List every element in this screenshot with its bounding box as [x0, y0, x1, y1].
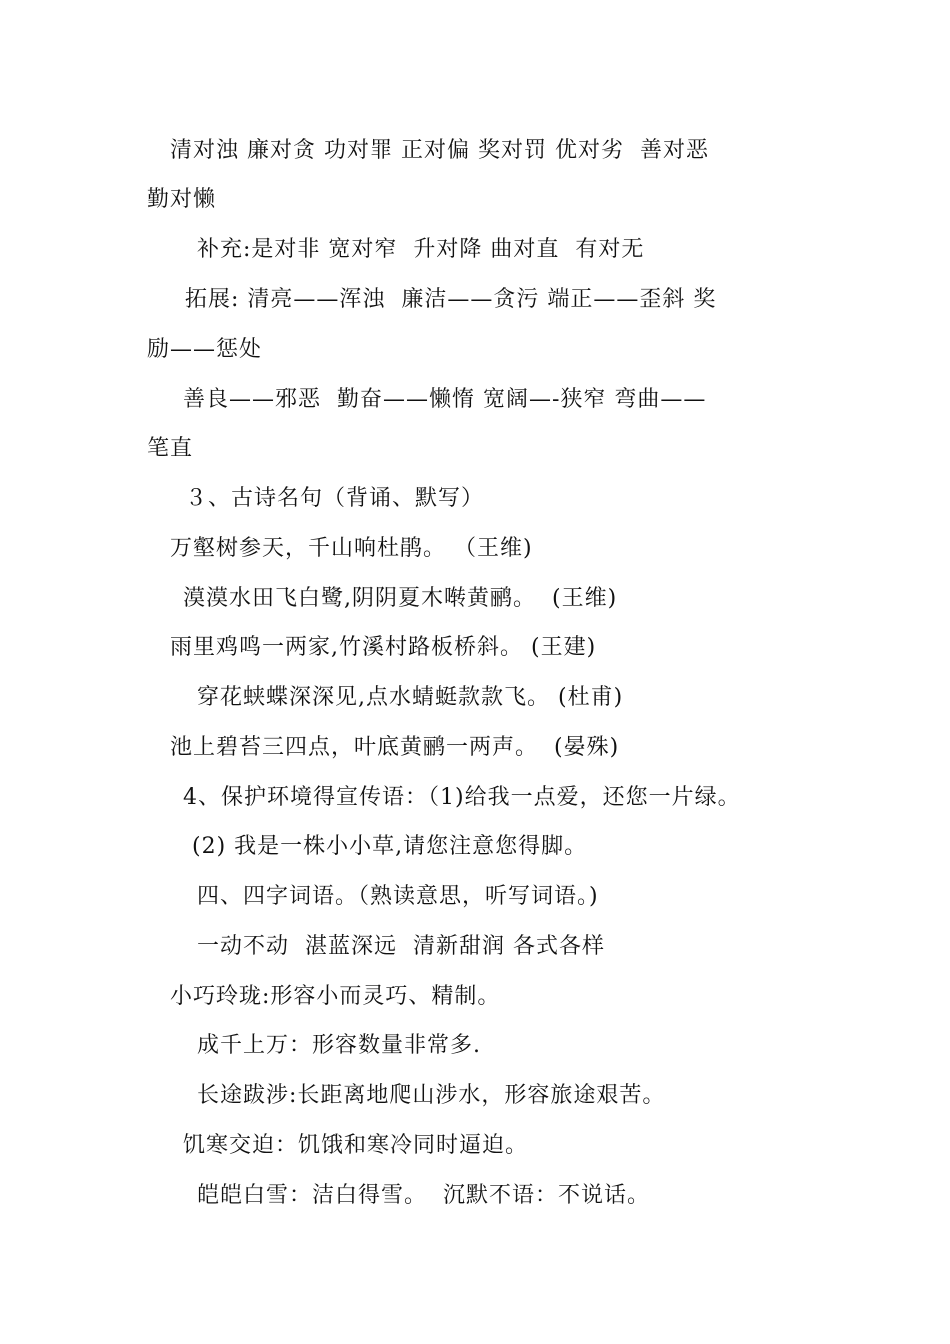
text-line-antonyms-cont: 勤对懒 [147, 187, 217, 212]
slogan-line-2: (2) 我是一株小小草,请您注意您得脚。 [192, 834, 588, 859]
poem-line-1: 万壑树参天，千山响杜鹃。 （王维) [170, 536, 533, 561]
idiom-line-4: 长途跋涉:长距离地爬山涉水，形容旅途艰苦。 [197, 1083, 666, 1108]
text-line-extension-2: 善良——邪恶 勤奋——懒惰 宽阔—-狭窄 弯曲—— [183, 387, 707, 412]
idiom-line-2: 小巧玲珑:形容小而灵巧、精制。 [170, 984, 501, 1009]
section-heading-poems: ３、古诗名句（背诵、默写） [185, 486, 485, 511]
idiom-line-3: 成千上万：形容数量非常多. [197, 1033, 481, 1058]
poem-line-2: 漠漠水田飞白鹭,阴阴夏木啭黄鹂。 (王维) [183, 586, 618, 611]
section-heading-idioms: 四、四字词语。（熟读意思，听写词语。) [197, 884, 599, 909]
text-line-extension-cont: 励——惩处 [147, 337, 263, 362]
text-line-antonyms: 清对浊 廉对贪 功对罪 正对偏 奖对罚 优对劣 善对恶 [170, 138, 709, 163]
poem-line-5: 池上碧苔三四点，叶底黄鹂一两声。 (晏殊) [170, 735, 620, 760]
poem-line-4: 穿花蛱蝶深深见,点水蜻蜓款款飞。 (杜甫) [197, 685, 624, 710]
idiom-line-5: 饥寒交迫：饥饿和寒冷同时逼迫。 [183, 1133, 529, 1158]
text-line-supplement: 补充:是对非 宽对窄 升对降 曲对直 有对无 [197, 237, 645, 262]
poem-line-3: 雨里鸡鸣一两家,竹溪村路板桥斜。 (王建) [170, 635, 597, 660]
idiom-line-6: 皑皑白雪：洁白得雪。 沉默不语：不说话。 [197, 1183, 650, 1208]
text-line-extension-2-cont: 笔直 [147, 436, 194, 461]
text-line-extension: 拓展: 清亮——浑浊 廉洁——贪污 端正——歪斜 奖 [185, 287, 717, 312]
section-heading-slogans: 4、保护环境得宣传语：（1)给我一点爱，还您一片绿。 [183, 785, 741, 810]
idiom-line-1: 一动不动 湛蓝深远 清新甜润 各式各样 [197, 934, 605, 959]
